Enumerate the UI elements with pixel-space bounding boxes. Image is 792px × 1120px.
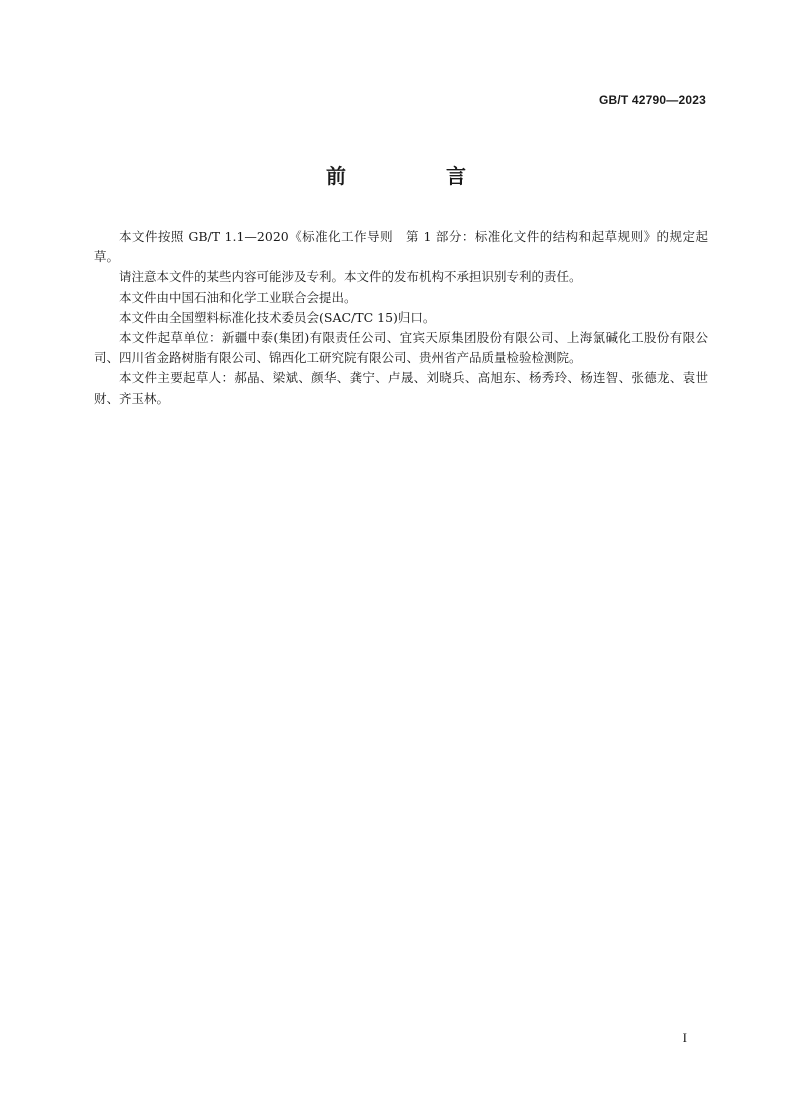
paragraph-drafting-units: 本文件起草单位：新疆中泰(集团)有限责任公司、宜宾天原集团股份有限公司、上海氯碱化工股份有限公司、四川省金路树脂有限公司、锦西化工研究院有限公司、贵州省产品质量检验检测院。 <box>94 330 708 366</box>
page-title: 前 言 <box>326 164 506 188</box>
foreword-body <box>94 227 708 409</box>
page-number: I <box>682 1030 687 1045</box>
paragraph-drafting-rules: 本文件按照 GB/T 1.1—2020《标准化工作导则 第 1 部分：标准化文件的结构和起草规则》的规定起草。 <box>94 229 708 265</box>
paragraph-proposer: 本文件由中国石油和化学工业联合会提出。 <box>119 289 357 305</box>
paragraph-technical-committee: 本文件由全国塑料标准化技术委员会(SAC/TC 15)归口。 <box>119 309 436 325</box>
paragraph-drafters: 本文件主要起草人：郝晶、梁斌、颜华、龚宁、卢晟、刘晓兵、高旭东、杨秀玲、杨连智、张德龙、袁世财、齐玉林。 <box>94 370 708 406</box>
standard-code: GB/T 42790—2023 <box>598 93 706 107</box>
paragraph-patent-notice: 请注意本文件的某些内容可能涉及专利。本文件的发布机构不承担识别专利的责任。 <box>119 269 582 285</box>
